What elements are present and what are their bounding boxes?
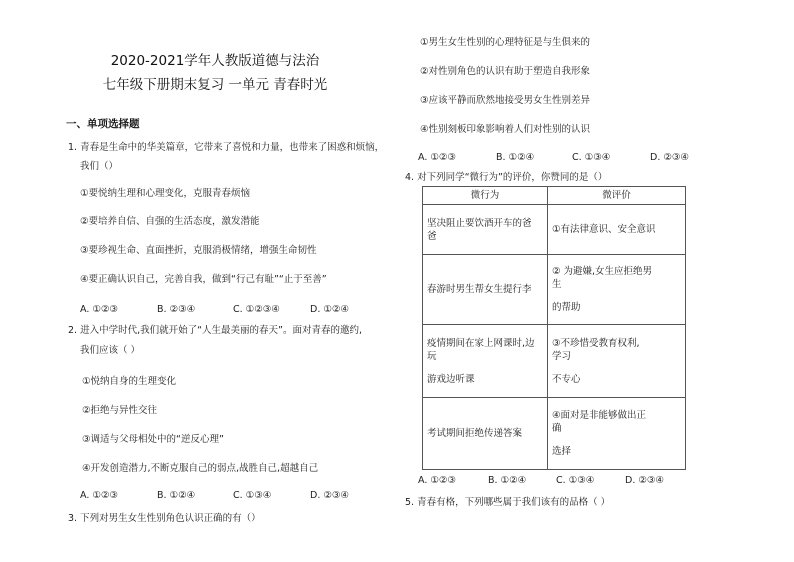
cell-line: 爸 — [427, 230, 437, 242]
q2-option-c: C. ①③④ — [233, 490, 272, 501]
q5-stem: 5. 青春有格，下列哪些属于我们该有的品格（ ） — [405, 497, 611, 508]
cell-line: ③不珍惜受教育权利, — [552, 337, 640, 349]
table-row — [423, 397, 686, 469]
cell-line: 学习 — [552, 350, 572, 362]
q2-item-4: ④开发创造潜力,不断克服自己的弱点,战胜自己,超越自己 — [82, 463, 319, 474]
q2-option-d: D. ②③④ — [310, 490, 349, 501]
q1-stem-line2: 我们（） — [80, 161, 119, 172]
q3-item-4: ④性别刻板印象影响着人们对性别的认识 — [420, 124, 591, 135]
table-header-row — [423, 187, 686, 205]
q3-stem: 3. 下列对男生女生性别角色认识正确的有（） — [68, 513, 261, 524]
q1-item-1: ①要悦纳生理和心理变化，克服青春烦恼 — [80, 188, 251, 199]
section-heading: 一、单项选择题 — [66, 118, 140, 130]
q3-option-b: B. ①②④ — [496, 152, 535, 163]
cell-spacer — [552, 363, 681, 373]
q3-option-c: C. ①③④ — [572, 152, 611, 163]
table-row — [423, 325, 686, 397]
cell-line: ④面对是非能够做出正 — [552, 409, 647, 421]
q3-item-1: ①男生女生性别的心理特征是与生俱来的 — [420, 37, 591, 48]
cell-line: 生 — [552, 279, 562, 291]
q2-item-2: ②拒绝与异性交往 — [82, 405, 158, 416]
q4-option-d: D. ②③④ — [625, 475, 664, 486]
cell-line: ①有法律意识、安全意识 — [552, 224, 656, 236]
q1-option-c: C. ①②③④ — [233, 304, 280, 315]
cell-line: 不专心 — [552, 373, 581, 385]
table-header-evaluation: 微评价 — [548, 187, 686, 205]
q2-stem-line1: 2. 进入中学时代,我们就开始了“人生最美丽的春天”。面对青春的邀约, — [68, 325, 362, 336]
cell-line: 选择 — [552, 445, 572, 457]
cell-spacer — [427, 363, 543, 373]
table-cell-behavior — [423, 255, 548, 325]
cell-line: 玩 — [427, 350, 437, 362]
table-row — [423, 205, 686, 255]
cell-line: 游戏边听课 — [427, 373, 475, 385]
q4-option-a: A. ①②③ — [418, 475, 456, 486]
q1-stem-line1: 1. 青春是生命中的华美篇章，它带来了喜悦和力量，也带来了困惑和烦恼， — [68, 142, 385, 153]
q1-option-d: D. ①②④ — [310, 304, 349, 315]
cell-spacer — [552, 435, 681, 445]
table-cell-behavior — [423, 325, 548, 397]
document-title-line1: 2020-2021学年人教版道德与法治 — [110, 53, 320, 69]
q2-stem-line2: 我们应该（ ） — [80, 345, 141, 356]
cell-line: ② 为避嫌,女生应拒绝男 — [552, 266, 653, 278]
cell-line: 考试期间拒绝传递答案 — [427, 427, 523, 439]
table-row — [423, 255, 686, 325]
q4-stem: 4. 对下列同学“微行为”的评价，你赞同的是（） — [405, 172, 608, 183]
cell-line: 春游时男生帮女生提行李 — [427, 284, 532, 296]
table-cell-evaluation — [548, 397, 686, 469]
q3-option-d: D. ②③④ — [650, 152, 689, 163]
table-header-behavior: 微行为 — [423, 187, 548, 205]
q2-item-3: ③调适与父母相处中的“逆反心理” — [82, 434, 224, 445]
q3-option-a: A. ①②③ — [418, 152, 456, 163]
cell-line: 确 — [552, 422, 562, 434]
table-cell-behavior — [423, 397, 548, 469]
cell-line: 的帮助 — [552, 302, 581, 314]
cell-line: 疫情期间在家上网课时,边 — [427, 337, 535, 349]
table-cell-evaluation — [548, 205, 686, 255]
q1-item-4: ④要正确认识自己，完善自我，做到“行己有耻”“止于至善” — [80, 274, 327, 285]
q4-evaluation-table — [422, 186, 686, 470]
table-cell-evaluation — [548, 255, 686, 325]
q2-option-a: A. ①②③ — [80, 490, 118, 501]
q2-item-1: ①悦纳自身的生理变化 — [82, 376, 177, 387]
q3-item-2: ②对性别角色的认识有助于塑造自我形象 — [420, 66, 591, 77]
cell-line: 坚决阻止要饮酒开车的爸 — [427, 217, 532, 229]
document-title-line2: 七年级下册期末复习 一单元 青春时光 — [102, 77, 328, 93]
table-cell-evaluation — [548, 325, 686, 397]
q2-option-b: B. ①②④ — [157, 490, 196, 501]
q1-item-2: ②要培养自信、自强的生活态度，激发潜能 — [80, 216, 260, 227]
cell-spacer — [552, 291, 681, 301]
q1-item-3: ③要珍视生命、直面挫折，克服消极情绪，增强生命韧性 — [80, 245, 317, 256]
q4-option-b: B. ①②④ — [488, 475, 527, 486]
q4-option-c: C. ①③④ — [556, 475, 595, 486]
table-cell-behavior — [423, 205, 548, 255]
q1-option-a: A. ①②③ — [80, 304, 118, 315]
q1-option-b: B. ②③④ — [157, 304, 196, 315]
q3-item-3: ③应该平静而欣然地接受男女生性别差异 — [420, 95, 591, 106]
